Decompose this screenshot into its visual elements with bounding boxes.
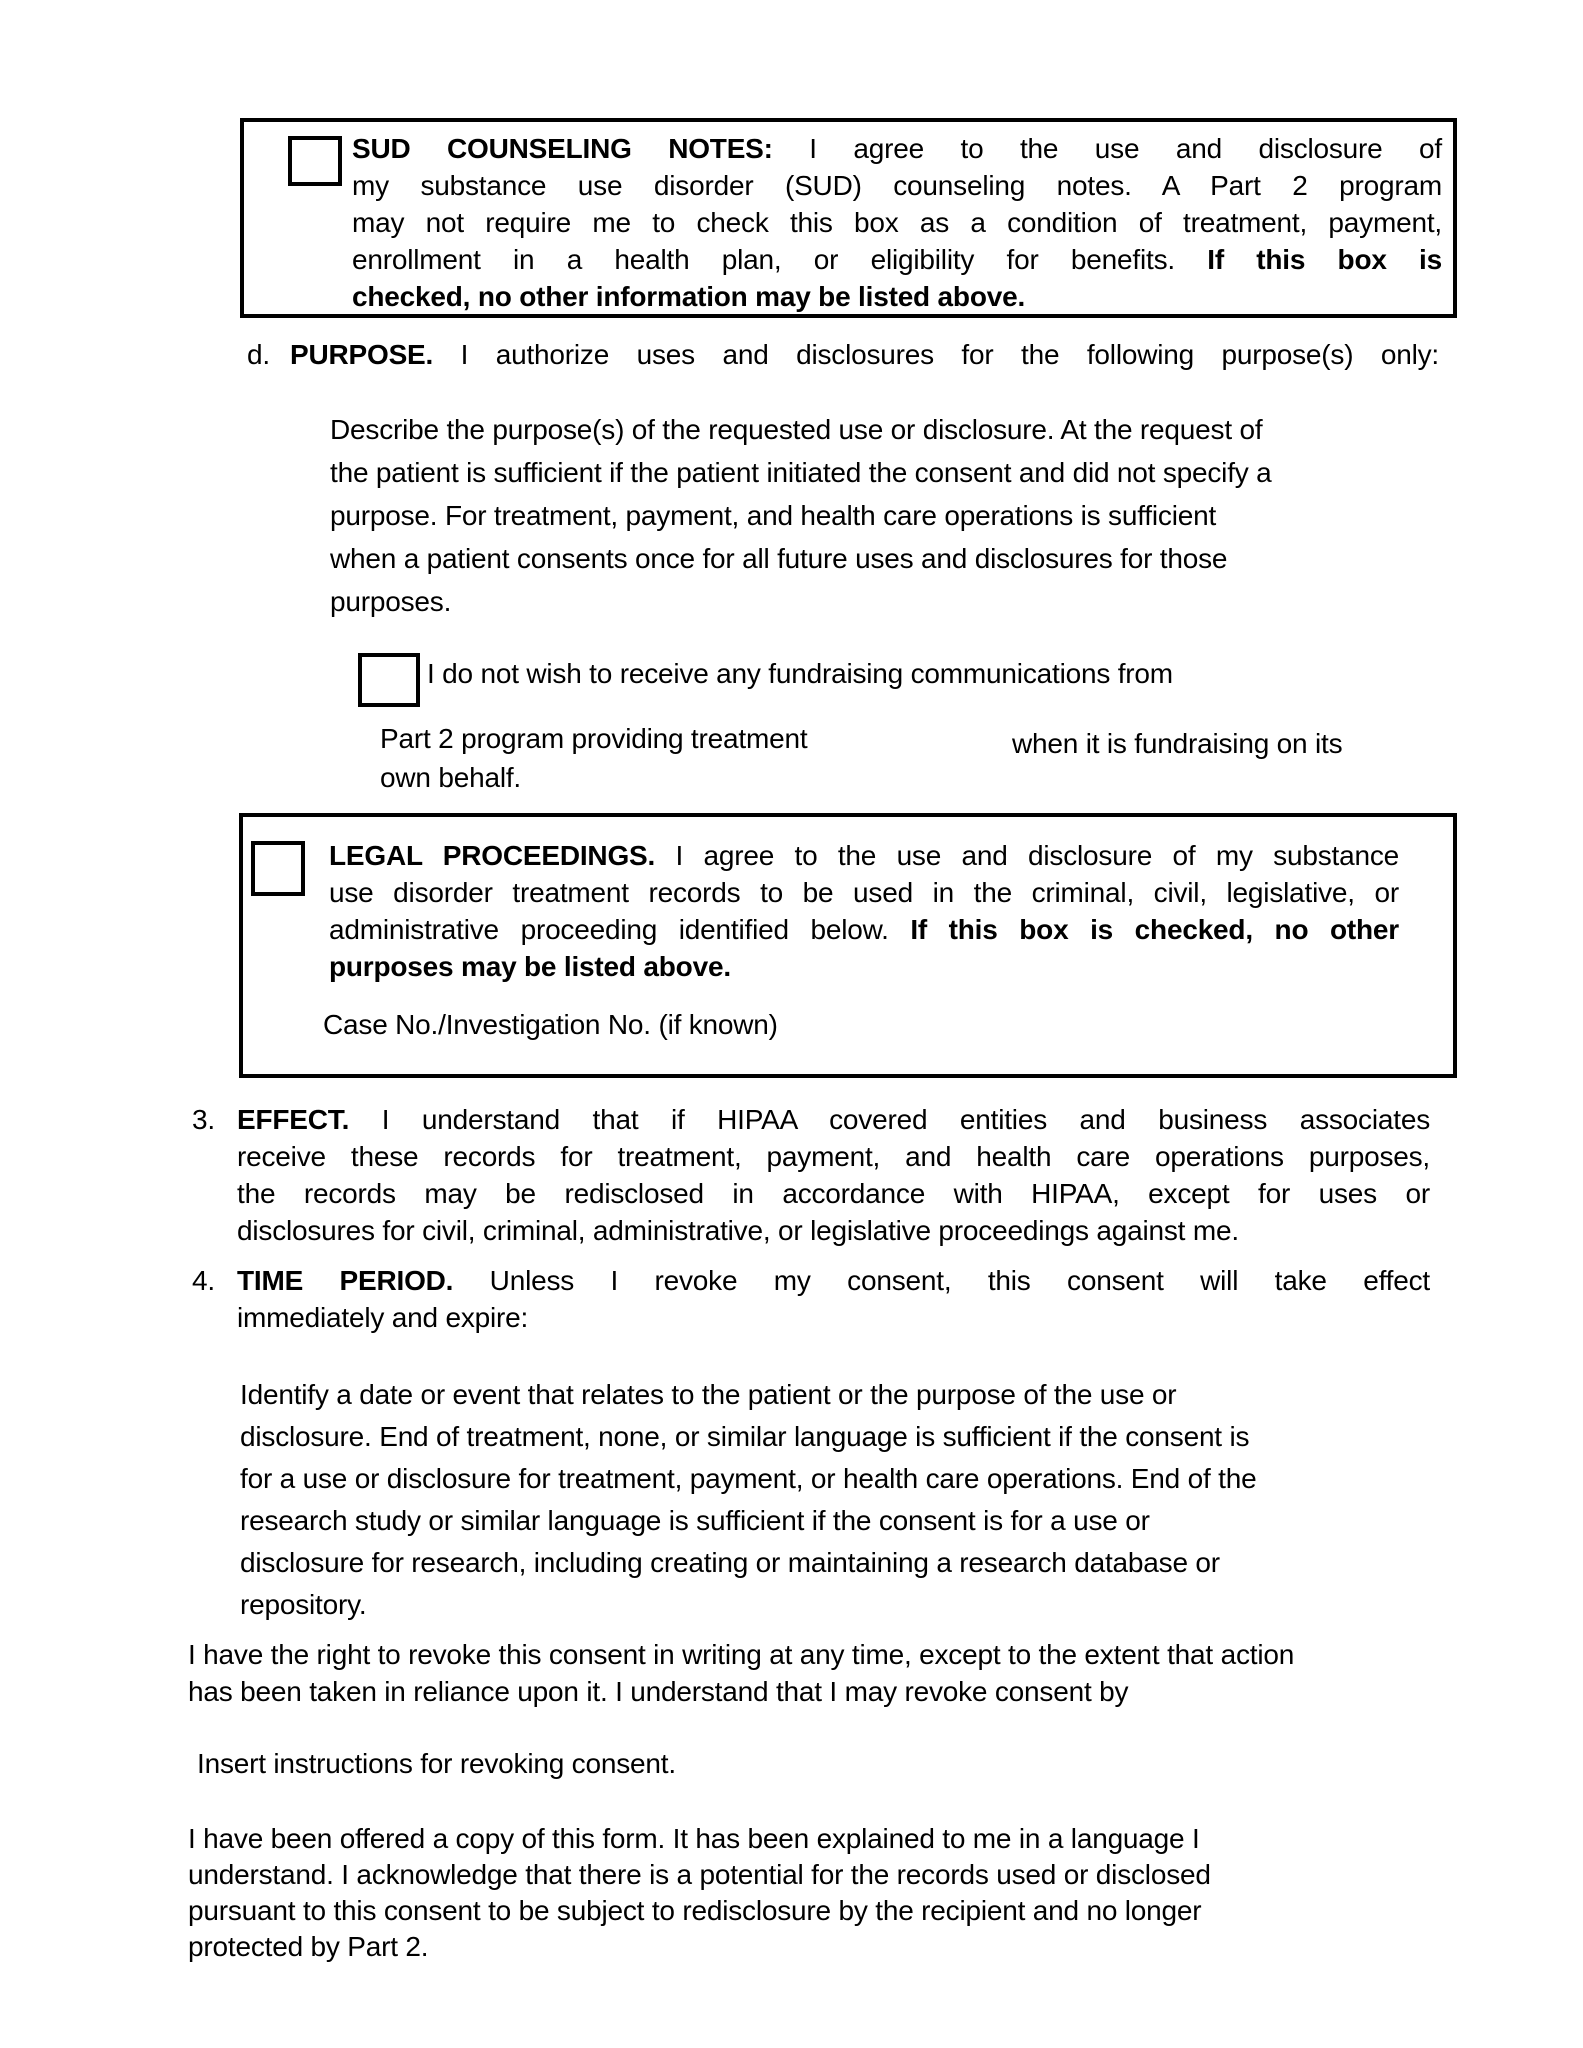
sud-counseling-notes-checkbox[interactable]	[288, 136, 342, 186]
fundraising-program-text: Part 2 program providing treatment own behalf.	[380, 723, 808, 793]
effect-item	[192, 1101, 1430, 1249]
effect-item-text: EFFECT. I understand that if HIPAA covered entities and business associates receive these records for treatment, payment, and health care operations purposes, the records may be redisclosed in accordance with HIPAA, except for uses or disclosures for civil, criminal, administrative, or legislative proceedings against me.	[237, 1104, 1430, 1246]
legal-proceedings-box	[239, 813, 1457, 1078]
fundraising-when-text: when it is fundraising on its	[1012, 728, 1343, 759]
sud-counseling-notes-box	[240, 118, 1457, 318]
revoke-rights-paragraph: I have the right to revoke this consent in writing at any time, except to the extent that action has been taken in reliance upon it. I understand that I may revoke consent by	[188, 1639, 1295, 1707]
purpose-item	[247, 336, 1439, 373]
fundraising-optout-label: I do not wish to receive any fundraising communications from	[427, 658, 1173, 689]
purpose-item-number: d.	[247, 339, 270, 370]
time-period-item-text: TIME PERIOD. Unless I revoke my consent, this consent will take effect immediately and expire:	[237, 1265, 1430, 1333]
sud-counseling-notes-text: SUD COUNSELING NOTES: I agree to the use and disclosure of my substance use disorder (SUD) counseling notes. A Part 2 program may not require me to check this box as a condition of treatment, payment, enrollment in a health plan, or eligibility for benefits. If this box is checked, no other information may be listed above.	[352, 133, 1442, 312]
fundraising-optout-checkbox[interactable]	[358, 653, 420, 707]
copy-acknowledgement-paragraph: I have been offered a copy of this form. It has been explained to me in a language I understand. I acknowledge that there is a potential for the records used or disclosed pursuant to this consent to be subject to redisclosure by the recipient and no longer protected by Part 2.	[188, 1823, 1211, 1962]
case-number-label: Case No./Investigation No. (if known)	[323, 1009, 778, 1040]
purpose-description-paragraph: Describe the purpose(s) of the requested use or disclosure. At the request of the patient is sufficient if the patient initiated the consent and did not specify a purpose. For treatment, payment, and health care operations is sufficient when a patient consents once for all future uses and disclosures for those purposes.	[330, 414, 1272, 617]
revoke-instructions-placeholder: Insert instructions for revoking consent.	[197, 1748, 676, 1779]
legal-proceedings-checkbox[interactable]	[251, 841, 305, 896]
time-period-item	[192, 1262, 1430, 1336]
time-period-item-number: 4.	[192, 1265, 215, 1296]
legal-proceedings-text: LEGAL PROCEEDINGS. I agree to the use and disclosure of my substance use disorder treatment records to be used in the criminal, civil, legislative, or administrative proceeding identified below. If this box is checked, no other purposes may be listed above.	[329, 840, 1399, 982]
expiration-instruction-paragraph: Identify a date or event that relates to the patient or the purpose of the use or disclosure. End of treatment, none, or similar language is sufficient if the consent is for a use or disclosure for treatment, payment, or health care operations. End of the research study or similar language is sufficient if the consent is for a use or disclosure for research, including creating or maintaining a research database or repository.	[240, 1379, 1257, 1620]
purpose-item-text: PURPOSE. I authorize uses and disclosures for the following purpose(s) only:	[290, 339, 1439, 370]
effect-item-number: 3.	[192, 1104, 215, 1135]
